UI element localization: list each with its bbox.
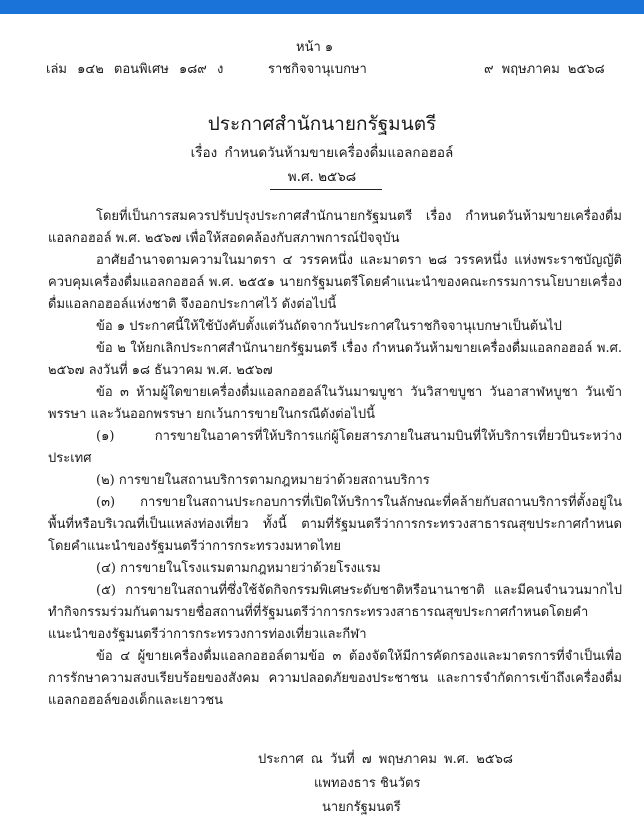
subject-line: เรื่อง กำหนดวันห้ามขายเครื่องดื่มแอลกอฮอล์ — [190, 145, 454, 161]
exception-item-1: (๑) การขายในอาคารที่ให้บริการแก่ผู้โดยสารภายในสนามบินที่ให้บริการเที่ยวบินระหว่างประเทศ — [48, 429, 622, 466]
year-line: พ.ศ. ๒๕๖๘ — [287, 169, 357, 185]
exception-item-3: (๓) การขายในสถานประกอบการที่เปิดให้บริการในลักษณะที่คล้ายกับสถานบริการที่ตั้งอยู่ในพื้นที่หรือบริเวณที่เป็นแหล่งท่องเที่ยว ทั้งนี้ ตามที่รัฐมนตรีว่าการกระทรวงสาธารณสุขประกาศกำหนดโดยคำแนะนำของรัฐมนตรีว่าการกระทรวงมหาดไทย — [48, 495, 622, 554]
gazette-page — [0, 14, 644, 839]
page-title: ประกาศสำนักนายกรัฐมนตรี — [207, 113, 437, 135]
preamble-paragraph: โดยที่เป็นการสมควรปรับปรุงประกาศสำนักนายกรัฐมนตรี เรื่อง กำหนดวันห้ามขายเครื่องดื่มแอลกอฮอล์ พ.ศ. ๒๕๖๗ เพื่อให้สอดคล้องกับสภาพการณ์ปัจจุบัน — [48, 209, 622, 246]
signatory-position: นายกรัฐมนตรี — [322, 800, 401, 815]
top-accent-bar — [0, 0, 644, 14]
clause-2: ข้อ ๒ ให้ยกเลิกประกาศสำนักนายกรัฐมนตรี เรื่อง กำหนดวันห้ามขายเครื่องดื่มแอลกอฮอล์ พ.ศ. ๒๕๖๗ ลงวันที่ ๑๘ ธันวาคม พ.ศ. ๒๕๖๗ — [48, 341, 622, 378]
exception-item-5: (๕) การขายในสถานที่ซึ่งใช้จัดกิจกรรมพิเศษระดับชาติหรือนานาชาติ และมีคนจำนวนมากไปทำกิจกรรมร่วมกันตามรายชื่อสถานที่ที่รัฐมนตรีว่าการกระทรวงสาธารณสุขประกาศกำหนดโดยคำแนะนำของรัฐมนตรีว่าการกระทรวงการท่องเที่ยวและกีฬา — [48, 583, 622, 642]
title-divider — [270, 189, 382, 190]
announcement-date: ประกาศ ณ วันที่ ๗ พฤษภาคม พ.ศ. ๒๕๖๘ — [258, 752, 513, 767]
signatory-name: แพทองธาร ชินวัตร — [314, 776, 421, 791]
exception-item-2: (๒) การขายในสถานบริการตามกฎหมายว่าด้วยสถานบริการ — [96, 473, 430, 488]
authority-paragraph: อาศัยอำนาจตามความในมาตรา ๔ วรรคหนึ่ง และมาตรา ๒๘ วรรคหนึ่ง แห่งพระราชบัญญัติควบคุมเครื่องดื่มแอลกอฮอล์ พ.ศ. ๒๕๕๑ นายกรัฐมนตรีโดยคำแนะนำของคณะกรรมการนโยบายเครื่องดื่มแอลกอฮอล์แห่งชาติ จึงออกประกาศไว้ ดังต่อไปนี้ — [48, 253, 622, 312]
gazette-name: ราชกิจจานุเบกษา — [268, 62, 367, 77]
clause-3: ข้อ ๓ ห้ามผู้ใดขายเครื่องดื่มแอลกอฮอล์ในวันมาฆบูชา วันวิสาขบูชา วันอาสาฬหบูชา วันเข้าพรรษา และวันออกพรรษา ยกเว้นการขายในกรณีดังต่อไปนี้ — [48, 385, 622, 422]
exception-item-4: (๔) การขายในโรงแรมตามกฎหมายว่าด้วยโรงแรม — [96, 561, 381, 576]
page-number: หน้า ๑ — [296, 40, 334, 55]
clause-4: ข้อ ๔ ผู้ขายเครื่องดื่มแอลกอฮอล์ตามข้อ ๓ ต้องจัดให้มีการคัดกรองและมาตรการที่จำเป็นเพื่อการรักษาความสงบเรียบร้อยของสังคม ความปลอดภัยของประชาชน และการจำกัดการเข้าถึงเครื่องดื่มแอลกอฮอล์ของเด็กและเยาวชน — [48, 649, 622, 708]
document-body — [48, 206, 622, 712]
gazette-date: ๙ พฤษภาคม ๒๕๖๘ — [484, 62, 605, 77]
clause-1: ข้อ ๑ ประกาศนี้ให้ใช้บังคับตั้งแต่วันถัดจากวันประกาศในราชกิจจานุเบกษาเป็นต้นไป — [96, 319, 562, 334]
volume-info: เล่ม ๑๔๒ ตอนพิเศษ ๑๘๙ ง — [46, 62, 224, 77]
